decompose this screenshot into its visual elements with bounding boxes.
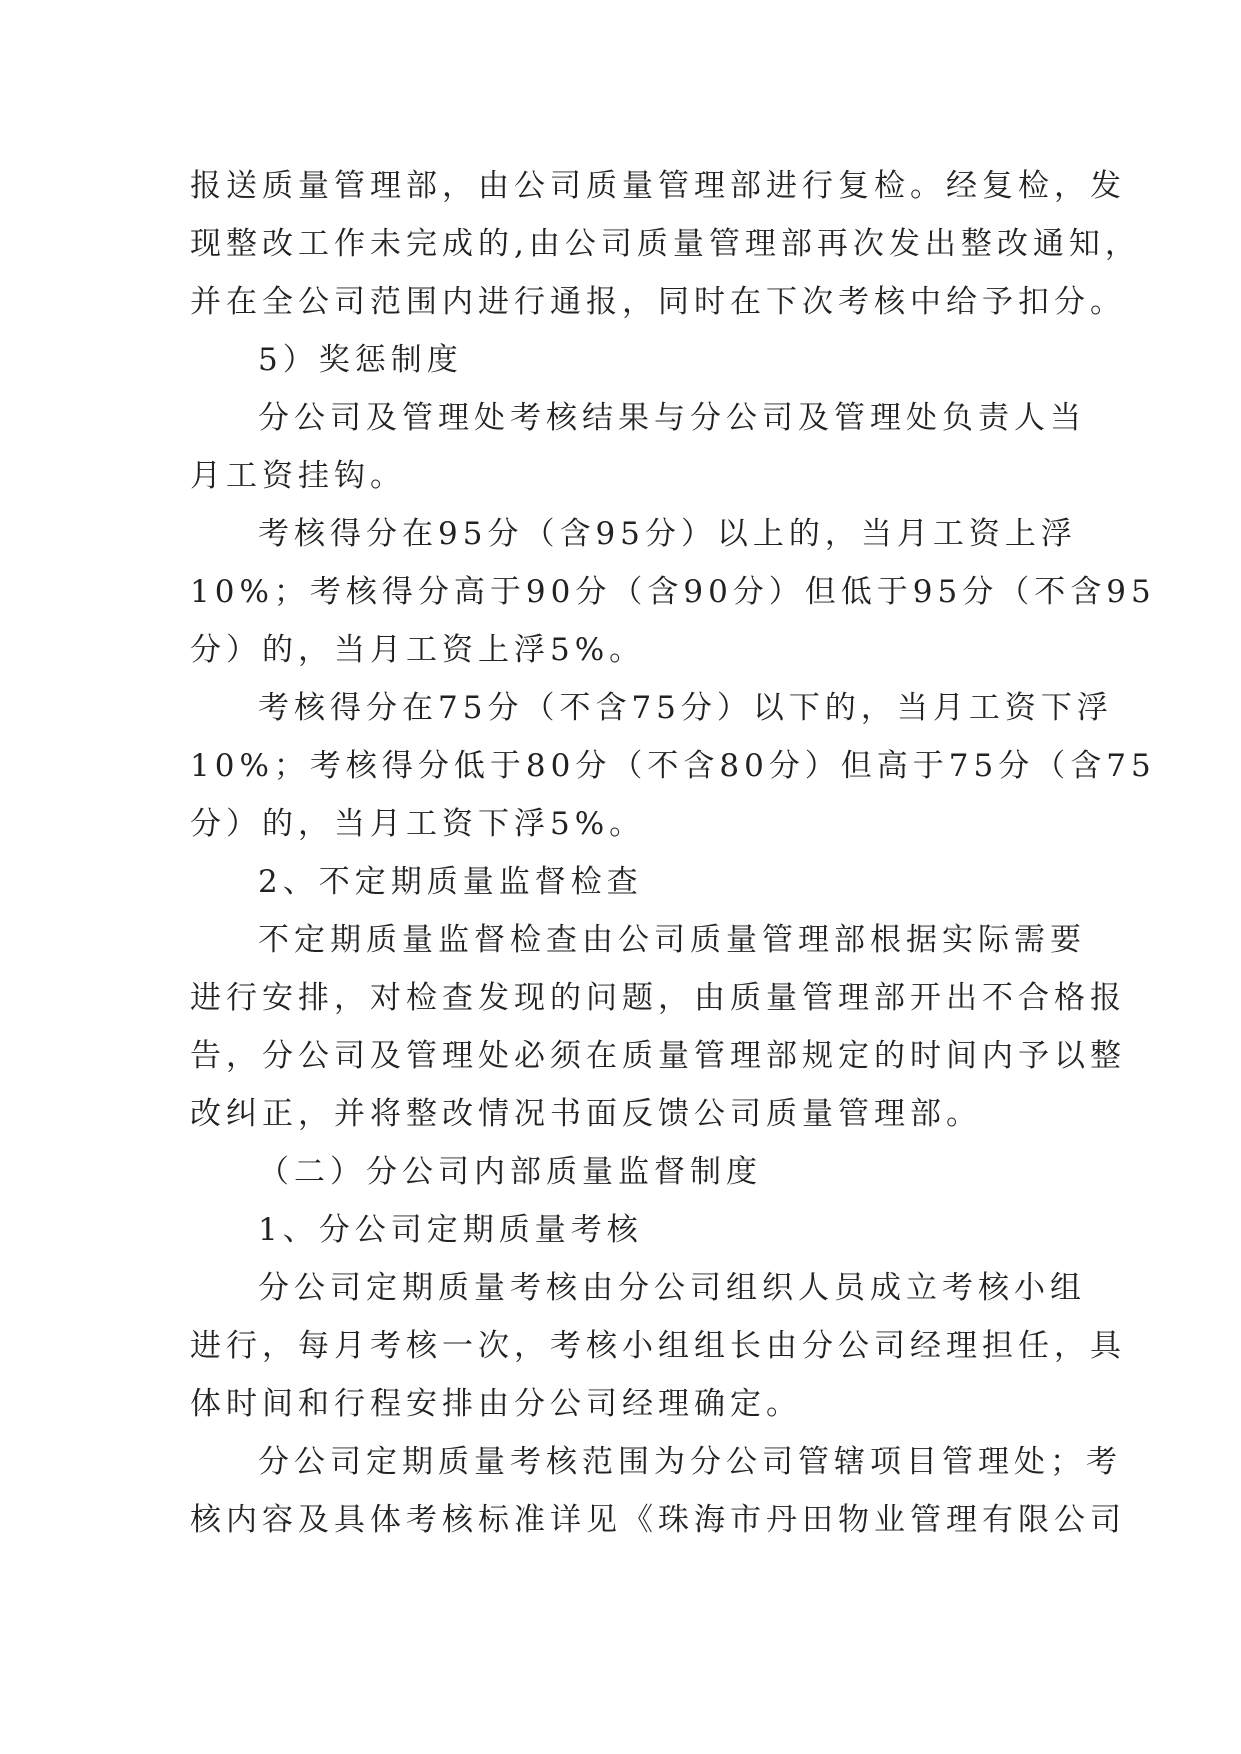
text-line: 分）的，当月工资下浮5%。	[190, 806, 646, 842]
text-line: 告，分公司及管理处必须在质量管理部规定的时间内予以整	[190, 1038, 1126, 1074]
text-line: 考核得分在95分（含95分）以上的，当月工资上浮	[258, 516, 1077, 552]
section-heading-rewards: 5）奖惩制度	[258, 342, 463, 378]
text-line: 并在全公司范围内进行通报，同时在下次考核中给予扣分。	[190, 284, 1126, 320]
section-heading-branch-supervision: （二）分公司内部质量监督制度	[258, 1154, 762, 1190]
text-line: 分）的，当月工资上浮5%。	[190, 632, 646, 668]
text-line: 月工资挂钩。	[190, 458, 406, 494]
text-line: 不定期质量监督检查由公司质量管理部根据实际需要	[258, 922, 1086, 958]
text-line: 分公司及管理处考核结果与分公司及管理处负责人当	[258, 400, 1086, 436]
text-line: 分公司定期质量考核范围为分公司管辖项目管理处；考	[258, 1444, 1122, 1480]
text-line: 核内容及具体考核标准详见《珠海市丹田物业管理有限公司	[190, 1502, 1126, 1538]
text-line: 进行安排，对检查发现的问题，由质量管理部开出不合格报	[190, 980, 1126, 1016]
document-body	[190, 157, 1156, 1549]
text-line: 10%；考核得分高于90分（含90分）但低于95分（不含95	[190, 574, 1156, 610]
text-line: 进行，每月考核一次，考核小组组长由分公司经理担任，具	[190, 1328, 1126, 1364]
section-heading-branch-assessment: 1、分公司定期质量考核	[258, 1212, 643, 1248]
text-line: 考核得分在75分（不含75分）以下的，当月工资下浮	[258, 690, 1113, 726]
text-line: 报送质量管理部，由公司质量管理部进行复检。经复检，发	[190, 168, 1126, 204]
text-line: 体时间和行程安排由分公司经理确定。	[190, 1386, 802, 1422]
text-line: 10%；考核得分低于80分（不含80分）但高于75分（含75	[190, 748, 1156, 784]
text-line: 分公司定期质量考核由分公司组织人员成立考核小组	[258, 1270, 1086, 1306]
text-line: 改纠正，并将整改情况书面反馈公司质量管理部。	[190, 1096, 982, 1132]
text-line: 现整改工作未完成的,由公司质量管理部再次发出整改通知，	[190, 226, 1141, 262]
section-heading-irregular-inspection: 2、不定期质量监督检查	[258, 864, 643, 900]
